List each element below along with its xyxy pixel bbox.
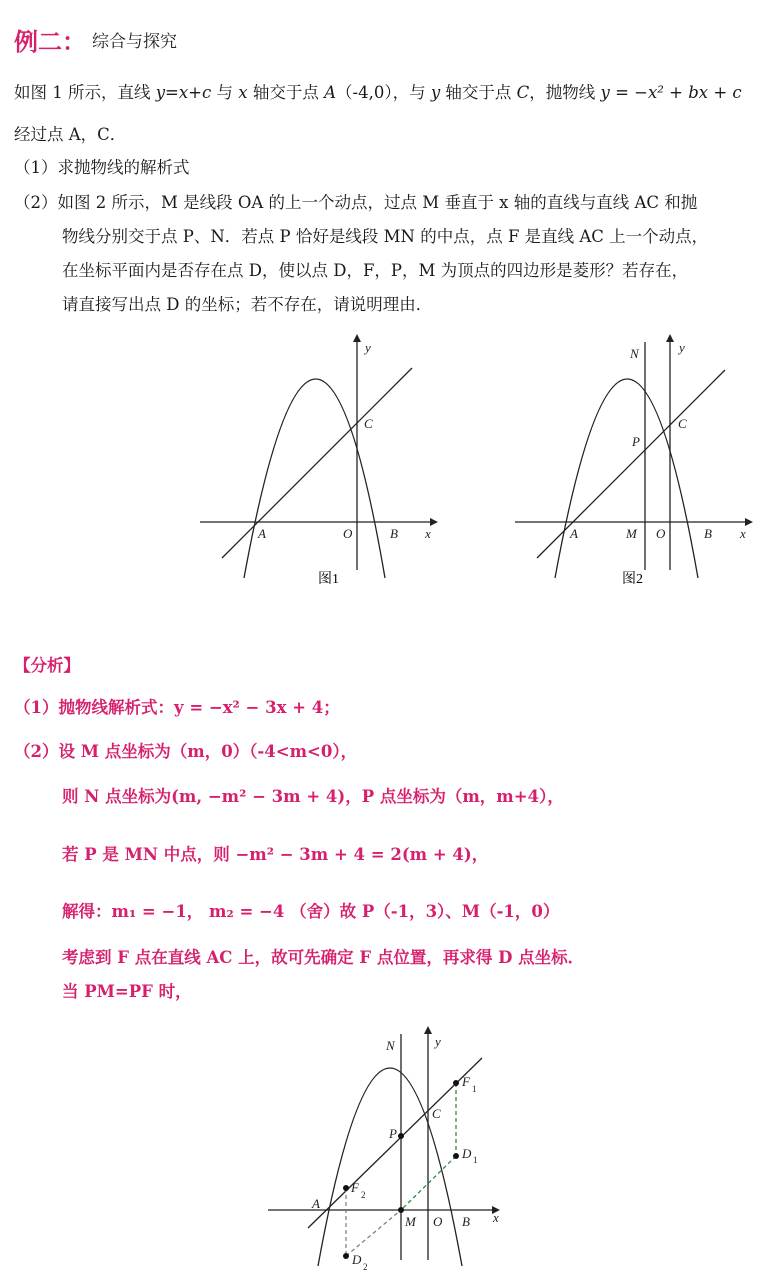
fig3-point-m	[398, 1207, 404, 1213]
fig2-parabola	[555, 379, 698, 578]
analysis-heading: 【分析】	[14, 656, 80, 675]
question-2-line-4: 请直接写出点 D 的坐标；若不存在，请说明理由．	[62, 295, 433, 314]
fig3-point-p	[398, 1133, 404, 1139]
fig2-label-o: O	[656, 526, 666, 541]
intro-f: ，抛物线	[529, 83, 601, 102]
fig3-label-f2-sub: 2	[361, 1190, 366, 1200]
fig3-point-d2	[343, 1253, 349, 1259]
fig3-label-p: P	[389, 1126, 397, 1141]
fig1-parabola	[244, 379, 385, 578]
fig3-label-d2-sub: 2	[363, 1262, 368, 1272]
fig2-caption: 图2	[622, 572, 643, 587]
fig1-label-c: C	[364, 416, 373, 431]
fig2-label-b: B	[704, 526, 712, 541]
fig3-y-arrow	[424, 1026, 432, 1034]
analysis-step-3: 则 N 点坐标为(m, −m² − 3m + 4)，P 点坐标为（m，m+4），	[62, 787, 564, 806]
fig3-label-f1-sub: 1	[472, 1084, 477, 1094]
intro-c: 轴交于点	[247, 83, 325, 102]
fig1-label-x: x	[425, 526, 431, 541]
analysis-step-5: 解得：m₁ = −1， m₂ = −4 （舍）故 P（-1，3）、M（-1，0）	[62, 902, 560, 921]
fig3-gray-d2-m	[346, 1210, 401, 1256]
fig2-label-x: x	[740, 526, 746, 541]
fig3-label-d1-sub: 1	[473, 1155, 478, 1165]
fig3-label-d2: D	[352, 1252, 362, 1267]
fig1-y-arrow	[353, 334, 361, 342]
fig1-x-arrow	[430, 518, 438, 526]
line-equation: y=x+c	[155, 83, 212, 102]
fig3-point-f2	[343, 1185, 349, 1191]
question-2-line-3: 在坐标平面内是否存在点 D，使以点 D，F，P，M 为顶点的四边形是菱形？若存在，	[62, 261, 689, 280]
point-a: A	[324, 83, 336, 102]
fig3-point-f1	[453, 1080, 459, 1086]
problem-line-1	[14, 82, 742, 104]
analysis-step-6: 考虑到 F 点在直线 AC 上，故可先确定 F 点位置，再求得 D 点坐标．	[62, 948, 585, 967]
question-1: （1）求抛物线的解析式	[14, 158, 190, 177]
analysis-step-2: （2）设 M 点坐标为（m，0）（-4<m<0），	[14, 742, 358, 761]
intro-a: 如图 1 所示，直线	[14, 83, 156, 102]
fig3-label-o: O	[433, 1214, 443, 1229]
intro-b: 与	[211, 83, 239, 102]
fig2-y-arrow	[666, 334, 674, 342]
example-subtitle: 综合与探究	[92, 32, 177, 52]
fig2-label-a: A	[570, 526, 578, 541]
intro-e: 轴交于点	[440, 83, 517, 102]
fig3-parabola	[318, 1068, 462, 1266]
x-var: x	[238, 83, 248, 102]
fig3-label-m: M	[405, 1214, 416, 1229]
fig2-label-p: P	[632, 434, 640, 449]
fig1-line-ac	[222, 368, 412, 558]
point-c: C	[516, 83, 530, 102]
fig3-label-b: B	[462, 1214, 470, 1229]
question-2-line-2: 物线分别交于点 P、N．若点 P 恰好是线段 MN 的中点，点 F 是直线 AC 上一个动点，	[62, 227, 709, 246]
question-2-line-1: （2）如图 2 所示，M 是线段 OA 的上一个动点，过点 M 垂直于 x 轴的直线与直线 AC 和抛	[14, 193, 698, 212]
analysis-step-1: （1）抛物线解析式：y = −x² − 3x + 4；	[14, 698, 340, 717]
example-title: 例二：	[14, 27, 86, 56]
fig3-label-x: x	[493, 1210, 499, 1225]
fig3-label-d1: D	[462, 1146, 472, 1161]
fig1-caption: 图1	[318, 572, 339, 587]
fig1-label-o: O	[343, 526, 353, 541]
fig3-point-d1	[453, 1153, 459, 1159]
fig2-label-n: N	[630, 346, 639, 361]
fig1-label-y: y	[365, 340, 371, 355]
fig2-x-arrow	[745, 518, 753, 526]
fig2-label-m: M	[626, 526, 637, 541]
fig2-label-c: C	[678, 416, 687, 431]
intro-d: （-4,0），与	[336, 83, 431, 102]
figures-1-2	[0, 330, 783, 610]
fig1-label-b: B	[390, 526, 398, 541]
fig3-label-n: N	[386, 1038, 395, 1053]
analysis-step-7: 当 PM=PF 时，	[62, 982, 192, 1001]
problem-line-2: 经过点 A，C．	[14, 125, 127, 144]
figure-3	[0, 1020, 783, 1280]
analysis-step-4: 若 P 是 MN 中点，则 −m² − 3m + 4 = 2(m + 4)，	[62, 845, 489, 864]
parabola-equation: y = −x² + bx + c	[600, 83, 742, 102]
fig2-label-y: y	[679, 340, 685, 355]
fig3-label-c: C	[432, 1106, 441, 1121]
fig1-label-a: A	[258, 526, 266, 541]
fig3-label-f1: F	[462, 1074, 470, 1089]
fig3-label-f2: F	[351, 1180, 359, 1195]
fig3-label-y: y	[435, 1034, 441, 1049]
fig3-label-a: A	[312, 1196, 320, 1211]
y-var: y	[430, 83, 441, 102]
